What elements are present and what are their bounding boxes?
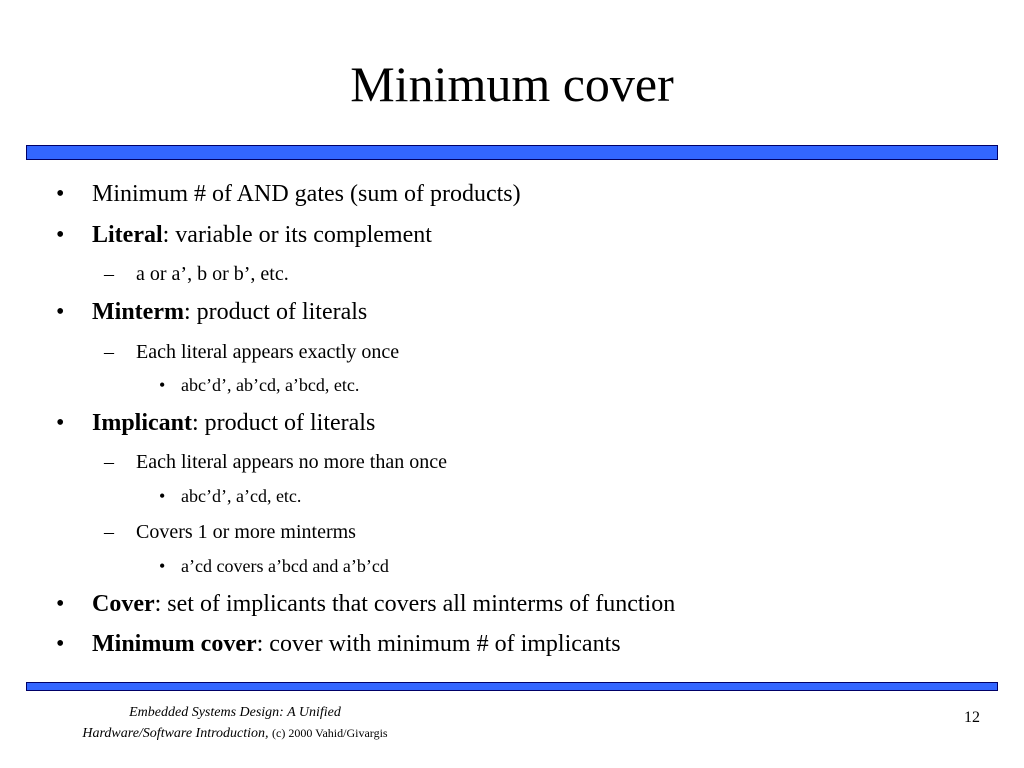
bullet-marker: • (56, 181, 65, 207)
sub-bullet-text: Each literal appears no more than once (136, 451, 447, 473)
sub-sub-bullet-text: a’cd covers a’bcd and a’b’cd (181, 556, 389, 576)
page-number: 12 (964, 709, 980, 726)
bullet-marker: • (159, 375, 166, 395)
bullet-term: Minterm (92, 299, 184, 325)
sub-bullet-text: a or a’, b or b’, etc. (136, 263, 289, 285)
bullet-marker: • (56, 591, 65, 617)
footer-book-title-line1: Embedded Systems Design: A Unified (129, 705, 341, 720)
bullet-text: : variable or its complement (162, 222, 432, 248)
sub-sub-bullet-text: abc’d’, ab’cd, a’bcd, etc. (181, 375, 360, 395)
bullet-term: Implicant (92, 410, 193, 436)
sub-bullet-item (104, 450, 447, 474)
bullet-text: Minimum # of AND gates (sum of products) (92, 181, 521, 207)
dash-marker: – (104, 341, 114, 363)
bullet-marker: • (56, 299, 65, 325)
footer-citation (0, 702, 470, 744)
sub-sub-bullet-item (159, 555, 389, 577)
slide-title: Minimum cover (350, 56, 674, 112)
bullet-text: : product of literals (192, 410, 376, 436)
bullet-item (56, 180, 521, 208)
bullet-item (56, 590, 676, 618)
sub-sub-bullet-text: abc’d’, a’cd, etc. (181, 486, 302, 506)
bullet-item (56, 630, 621, 658)
sub-sub-bullet-item (159, 374, 360, 396)
bullet-text: : product of literals (183, 299, 368, 325)
bullet-item (56, 298, 368, 326)
sub-bullet-text: Each literal appears exactly once (136, 341, 400, 363)
bullet-marker: • (56, 410, 65, 436)
bullet-text: : set of implicants that covers all minterms of function (154, 591, 676, 617)
footer-copyright: (c) 2000 Vahid/Givargis (272, 726, 388, 740)
footer-book-title-line2: Hardware/Software Introduction, (82, 726, 269, 741)
sub-sub-bullet-item (159, 485, 302, 507)
bullet-marker: • (56, 222, 65, 248)
bullet-marker: • (159, 486, 166, 506)
bullet-item (56, 409, 376, 437)
bullet-marker: • (56, 631, 65, 657)
bottom-divider (26, 682, 998, 691)
sub-bullet-item (104, 340, 400, 364)
bullet-text: : cover with minimum # of implicants (256, 631, 621, 657)
sub-bullet-item (104, 520, 356, 544)
dash-marker: – (104, 263, 114, 285)
sub-bullet-item (104, 262, 289, 286)
bullet-term: Cover (92, 591, 155, 617)
bullet-item (56, 221, 432, 249)
dash-marker: – (104, 451, 114, 473)
bullet-term: Minimum cover (92, 631, 257, 657)
dash-marker: – (104, 521, 114, 543)
bullet-marker: • (159, 556, 166, 576)
bullet-term: Literal (92, 222, 163, 248)
sub-bullet-text: Covers 1 or more minterms (136, 521, 356, 543)
